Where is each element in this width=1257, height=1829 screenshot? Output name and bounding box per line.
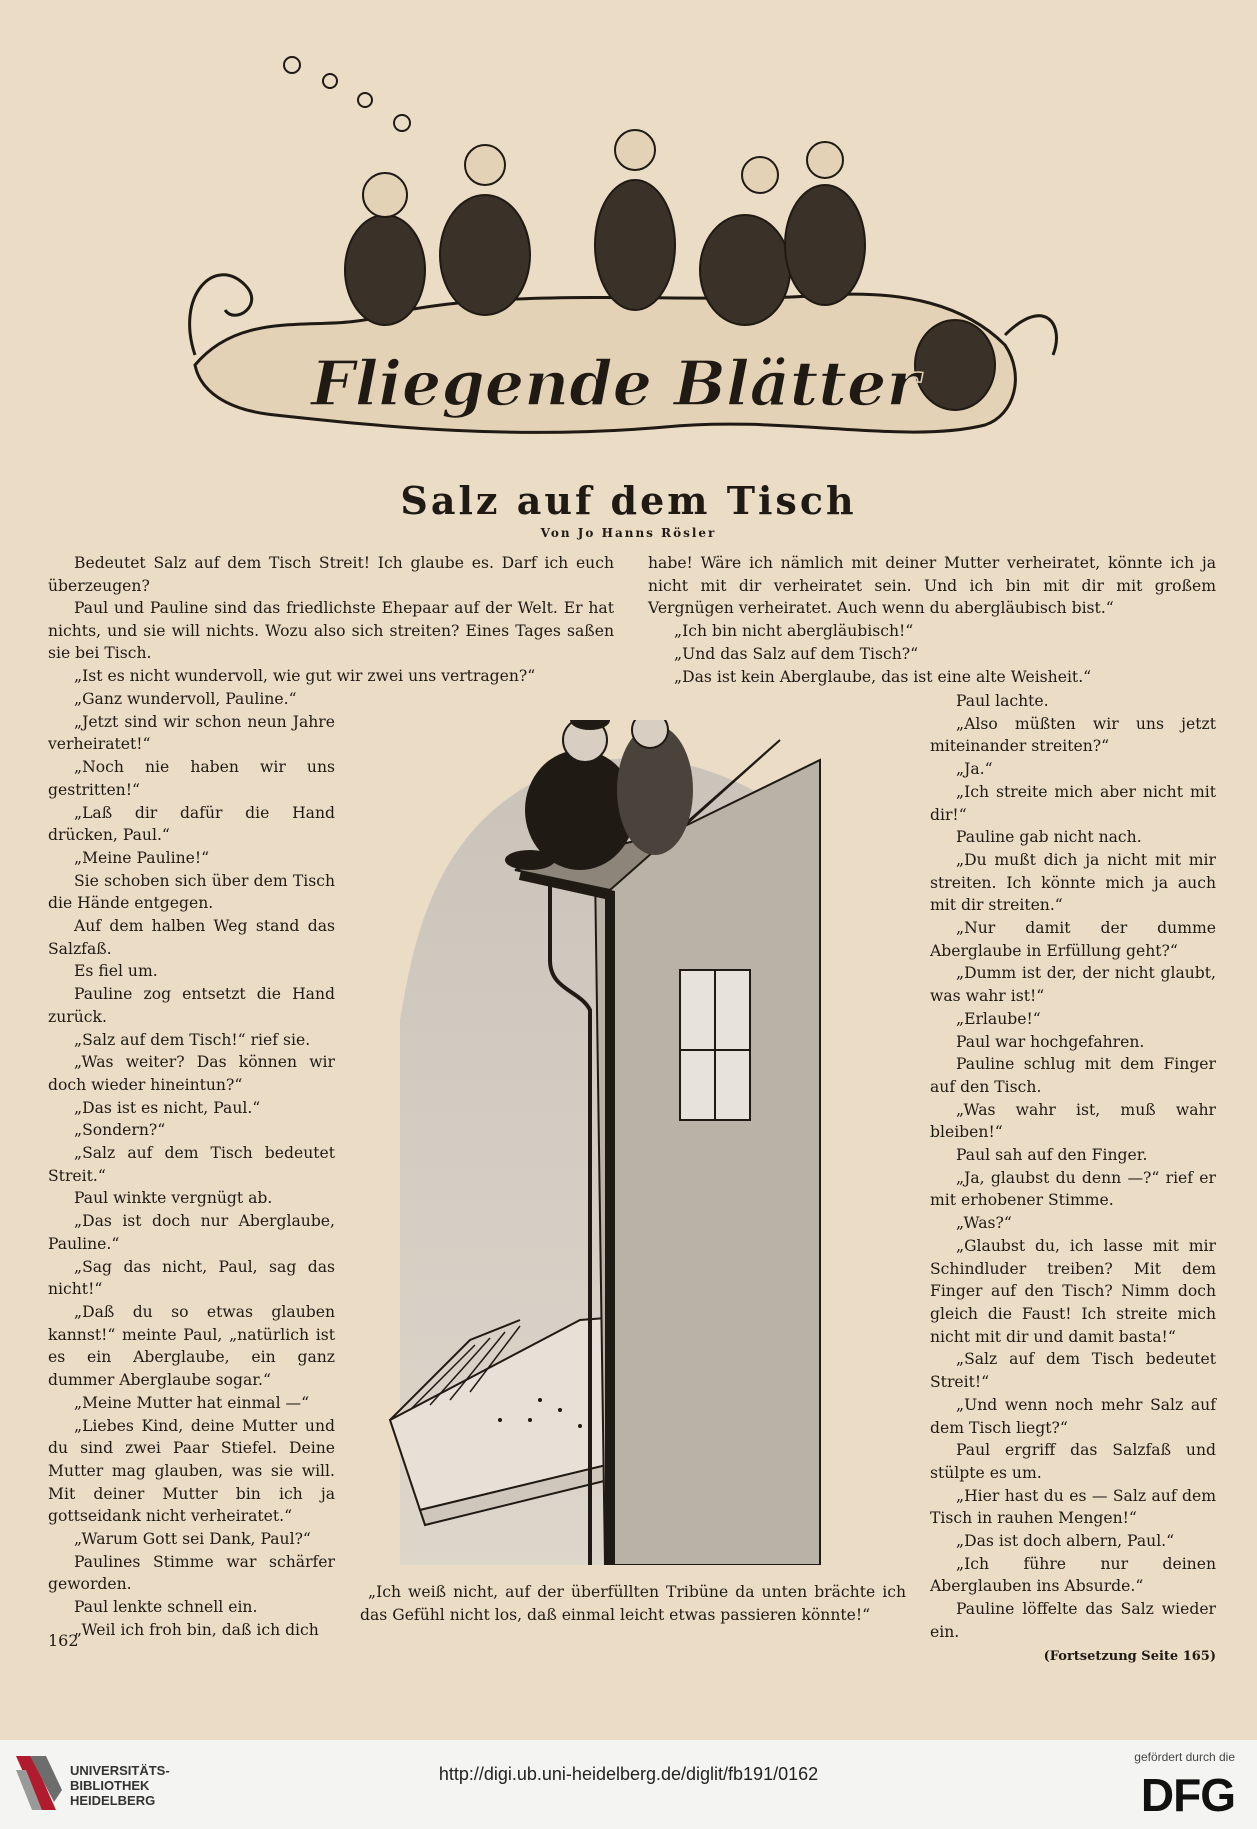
paragraph: „Das ist kein Aberglaube, das ist eine alte Weisheit.“ [674,667,1092,686]
paragraph: „Ist es nicht wundervoll, wie gut wir zwei uns vertragen?“ [74,667,536,686]
paragraph: habe! Wäre ich nämlich mit deiner Mutter verheiratet, könnte ich ja nicht mit dir verheiratet sein. Und ich bin mit dir mit großem Vergnügen verheiratet. Auch wenn du abergläubisch bist.“ [648,554,1216,618]
paragraph: „Also müßten wir uns jetzt miteinander streiten?“ [930,714,1216,756]
paragraph: „Weil ich froh bin, daß ich dich [74,1620,319,1639]
paragraph: Es fiel um. [74,962,158,981]
paragraph: „Glaubst du, ich lasse mit mir Schindluder treiben? Mit dem Finger auf den Tisch? Nimm doch gleich die Faust! Ich streite mich nicht mit dir und damit basta!“ [930,1236,1216,1346]
paragraph: „Das ist doch nur Aberglaube, Pauline.“ [48,1212,335,1253]
paragraph: „Meine Pauline!“ [74,848,210,867]
library-name-line: UNIVERSITÄTS- [70,1763,170,1778]
paragraph: „Salz auf dem Tisch bedeutet Streit!“ [930,1350,1216,1392]
paragraph: „Dumm ist der, der nicht glaubt, was wahr ist!“ [930,964,1216,1006]
library-name-line: BIBLIOTHEK [70,1778,150,1793]
masthead-title: Fliegende Blätter [310,347,920,420]
paragraph: „Und wenn noch mehr Salz auf dem Tisch liegt?“ [930,1395,1216,1437]
source-url-link[interactable]: http://digi.ub.uni-heidelberg.de/diglit/fb191/0162 [438,1764,819,1784]
page-number: 162 [48,1631,79,1650]
paragraph: „Das ist es nicht, Paul.“ [74,1098,261,1117]
paragraph: Pauline löffelte das Salz wieder ein. [930,1600,1216,1641]
article-byline: Von Jo Hanns Rösler [540,526,717,540]
paragraph: Paul ergriff das Salzfaß und stülpte es um. [930,1441,1216,1482]
masthead-illustration [185,55,1065,450]
continuation-note: (Fortsetzung Seite 165) [1043,1648,1216,1664]
paragraph: Paul winkte vergnügt ab. [74,1189,273,1208]
paragraph: Paul lenkte schnell ein. [74,1598,258,1617]
paragraph: Pauline schlug mit dem Finger auf den Tisch. [930,1055,1216,1096]
paragraph: „Ja, glaubst du denn —?“ rief er mit erhobener Stimme. [930,1168,1216,1210]
paragraph: „Das ist doch albern, Paul.“ [956,1532,1175,1551]
paragraph: „Salz auf dem Tisch bedeutet Streit.“ [48,1144,335,1185]
paragraph: Paulines Stimme war schärfer geworden. [48,1552,335,1594]
intro-text [48,552,614,597]
paragraph: „Erlaube!“ [956,1009,1041,1028]
caption-text: „Ich weiß nicht, auf der überfüllten Tribüne da unten brächte ich das Gefühl nicht los, daß einmal leicht etwas passieren könnte!“ [360,1583,906,1624]
paragraph: „Ich bin nicht abergläubisch!“ [674,622,914,641]
intro-text-2 [48,597,614,688]
text-right-top [648,552,1216,688]
paragraph: „Daß du so etwas glauben kannst!“ meinte Paul, „natürlich ist es ein Aberglaube, ein ganz dummer Aberglaube sogar.“ [48,1302,335,1390]
paragraph: „Noch nie haben wir uns gestritten!“ [48,758,335,799]
paragraph: Paul und Pauline sind das friedlichste Ehepaar auf der Welt. Er hat nichts, und sie will nichts. Wozu also sich streiten? Eines Tages saßen sie bei Tisch. [48,599,614,663]
paragraph: Auf dem halben Weg stand das Salzfaß. [48,917,335,958]
paragraph: „Liebes Kind, deine Mutter und du sind zwei Paar Stiefel. Deine Mutter mag glauben, was sie will. Mit deiner Mutter bin ich ja gottseidank nicht verheiratet.“ [48,1416,335,1526]
paragraph: Paul sah auf den Finger. [956,1146,1148,1165]
paragraph: „Jetzt sind wir schon neun Jahre verheiratet!“ [48,712,335,754]
paragraph: Paul lachte. [956,692,1049,710]
paragraph: Paul war hochgefahren. [956,1032,1145,1051]
paragraph: „Was wahr ist, muß wahr bleiben!“ [930,1100,1216,1142]
paragraph: Pauline gab nicht nach. [956,828,1142,847]
funding-note: gefördert durch die [1134,1750,1235,1764]
paragraph: Pauline zog entsetzt die Hand zurück. [48,985,335,1026]
text-column-right [930,690,1216,1668]
paragraph: „Salz auf dem Tisch!“ rief sie. [74,1030,311,1049]
paragraph: Sie schoben sich über dem Tisch die Hände entgegen. [48,871,335,913]
paragraph: „Und das Salz auf dem Tisch?“ [674,644,919,663]
paragraph: „Nur damit der dumme Aberglaube in Erfüllung geht?“ [930,919,1216,960]
paragraph: „Was?“ [956,1214,1012,1233]
library-name-line: HEIDELBERG [70,1793,156,1808]
paragraph: „Was weiter? Das können wir doch wieder hineintun?“ [48,1053,335,1094]
illustration-caption [360,1581,906,1626]
paragraph: „Warum Gott sei Dank, Paul?“ [74,1530,311,1549]
paragraph: „Laß dir dafür die Hand drücken, Paul.“ [48,803,335,845]
article-title: Salz auf dem Tisch [400,478,857,523]
paragraph: „Meine Mutter hat einmal —“ [74,1393,310,1412]
paragraph: „Du mußt dich ja nicht mit mir streiten. Ich könnte mich ja auch mit dir streiten.“ [930,850,1216,915]
paragraph: „Ja.“ [956,760,993,779]
paragraph: „Hier hast du es — Salz auf dem Tisch in rauhen Mengen!“ [930,1486,1216,1528]
paragraph: „Ganz wundervoll, Pauline.“ [74,690,297,708]
paragraph: „Ich führe nur deinen Aberglauben ins Absurde.“ [930,1554,1216,1596]
paragraph: „Sag das nicht, Paul, sag das nicht!“ [48,1257,335,1299]
paragraph: Bedeutet Salz auf dem Tisch Streit! Ich glaube es. Darf ich euch überzeugen? [48,554,614,595]
text-column-left [48,688,335,1642]
cartoon-illustration [380,720,910,1565]
paragraph: „Sondern?“ [74,1121,166,1140]
paragraph: „Ich streite mich aber nicht mit dir!“ [930,782,1216,824]
dfg-logo[interactable]: DFG [1140,1769,1235,1821]
